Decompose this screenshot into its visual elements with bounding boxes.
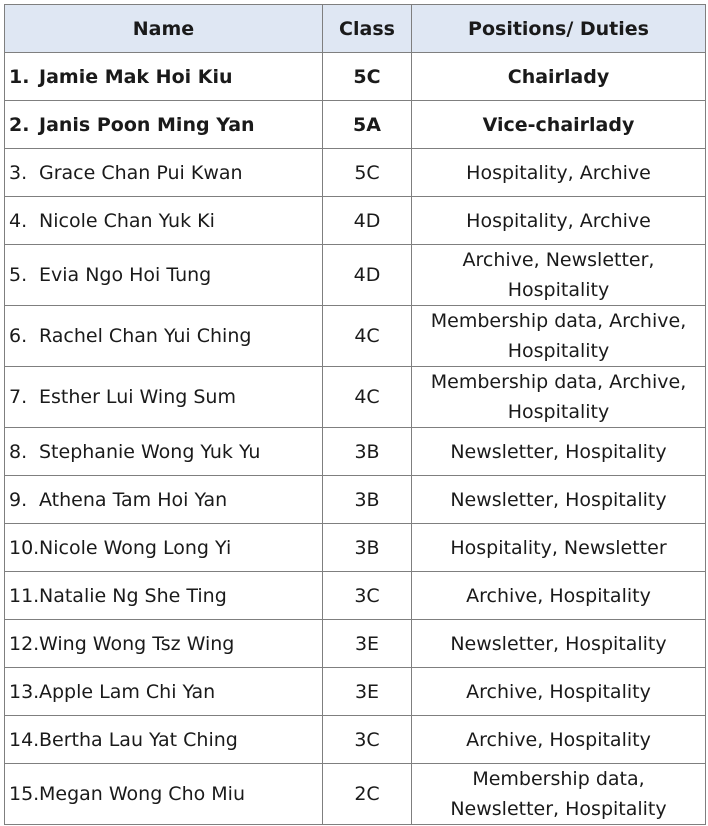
committee-table [4,4,706,825]
duties-line-1: Archive, Newsletter, [462,249,655,271]
row-number: 9. [9,488,28,511]
duties-line-2: Newsletter, Hospitality [450,798,667,820]
table-row [5,53,706,101]
row-number: 7. [9,386,28,408]
member-name [5,149,323,197]
member-class: 5C [323,53,412,101]
member-duties: Newsletter, Hospitality [412,620,706,668]
column-header-duties: Positions/ Duties [412,5,706,53]
member-class: 5C [323,149,412,197]
member-name [5,53,323,101]
member-class: 3B [323,524,412,572]
member-duties: Archive, Hospitality [412,668,706,716]
row-number: 6. [9,325,28,347]
name-text: Esther Lui Wing Sum [39,386,236,408]
duties-line-1: Membership data, [472,768,645,790]
name-text: Jamie Mak Hoi Kiu [39,65,233,88]
row-number: 10. [9,536,40,559]
duties-line-2: Hospitality [507,401,610,423]
member-name [5,245,323,306]
member-class: 3E [323,668,412,716]
table-row [5,101,706,149]
row-number: 2. [9,113,30,136]
member-name [5,367,323,428]
table-row [5,620,706,668]
row-number: 13. [9,680,40,703]
member-class: 2C [323,764,412,825]
name-text: Bertha Lau Yat Ching [39,728,238,751]
row-number: 1. [9,65,30,88]
name-text: Natalie Ng She Ting [39,584,227,607]
member-class: 3B [323,476,412,524]
name-text: Athena Tam Hoi Yan [39,488,228,511]
member-name [5,197,323,245]
table-row [5,572,706,620]
member-class: 3C [323,716,412,764]
row-number: 8. [9,440,28,463]
row-number: 3. [9,161,28,184]
row-number: 5. [9,264,28,286]
member-duties: Hospitality, Archive [412,197,706,245]
member-class: 3E [323,620,412,668]
table-row [5,197,706,245]
member-name [5,101,323,149]
name-text: Janis Poon Ming Yan [39,113,255,136]
member-name [5,428,323,476]
name-text: Apple Lam Chi Yan [39,680,216,703]
member-duties: Hospitality, Newsletter [412,524,706,572]
table-row [5,149,706,197]
row-number: 15. [9,783,40,805]
name-text: Nicole Wong Long Yi [39,536,232,559]
name-text: Wing Wong Tsz Wing [39,632,235,655]
duties-line-1: Membership data, Archive, [430,310,687,332]
member-name [5,716,323,764]
member-name [5,764,323,825]
member-duties: Archive, Hospitality [412,716,706,764]
name-text: Grace Chan Pui Kwan [39,161,243,184]
table-row [5,764,706,825]
name-text: Nicole Chan Yuk Ki [39,209,215,232]
member-duties [412,367,706,428]
member-duties [412,306,706,367]
member-class: 4C [323,367,412,428]
row-number: 4. [9,209,28,232]
member-class: 4D [323,245,412,306]
member-name [5,572,323,620]
member-class: 3C [323,572,412,620]
member-duties: Chairlady [412,53,706,101]
duties-line-2: Hospitality [507,279,610,301]
duties-line-1: Membership data, Archive, [430,371,687,393]
member-duties: Newsletter, Hospitality [412,428,706,476]
member-class: 4C [323,306,412,367]
table-row [5,524,706,572]
name-text: Megan Wong Cho Miu [39,783,245,805]
member-duties [412,245,706,306]
member-name [5,306,323,367]
table-row [5,245,706,306]
member-duties: Vice-chairlady [412,101,706,149]
duties-line-2: Hospitality [507,340,610,362]
table-header-row [5,5,706,53]
member-name [5,668,323,716]
member-duties [412,764,706,825]
row-number: 12. [9,632,40,655]
column-header-name: Name [5,5,323,53]
table-row [5,367,706,428]
name-text: Evia Ngo Hoi Tung [39,264,212,286]
member-name [5,524,323,572]
member-name [5,476,323,524]
member-name [5,620,323,668]
member-class: 5A [323,101,412,149]
table-row [5,306,706,367]
member-duties: Archive, Hospitality [412,572,706,620]
column-header-class: Class [323,5,412,53]
name-text: Rachel Chan Yui Ching [39,325,252,347]
member-class: 3B [323,428,412,476]
table-row [5,716,706,764]
table-row [5,428,706,476]
row-number: 14. [9,728,40,751]
member-duties: Hospitality, Archive [412,149,706,197]
table-row [5,476,706,524]
member-class: 4D [323,197,412,245]
table-row [5,668,706,716]
member-duties: Newsletter, Hospitality [412,476,706,524]
row-number: 11. [9,584,40,607]
name-text: Stephanie Wong Yuk Yu [39,440,261,463]
